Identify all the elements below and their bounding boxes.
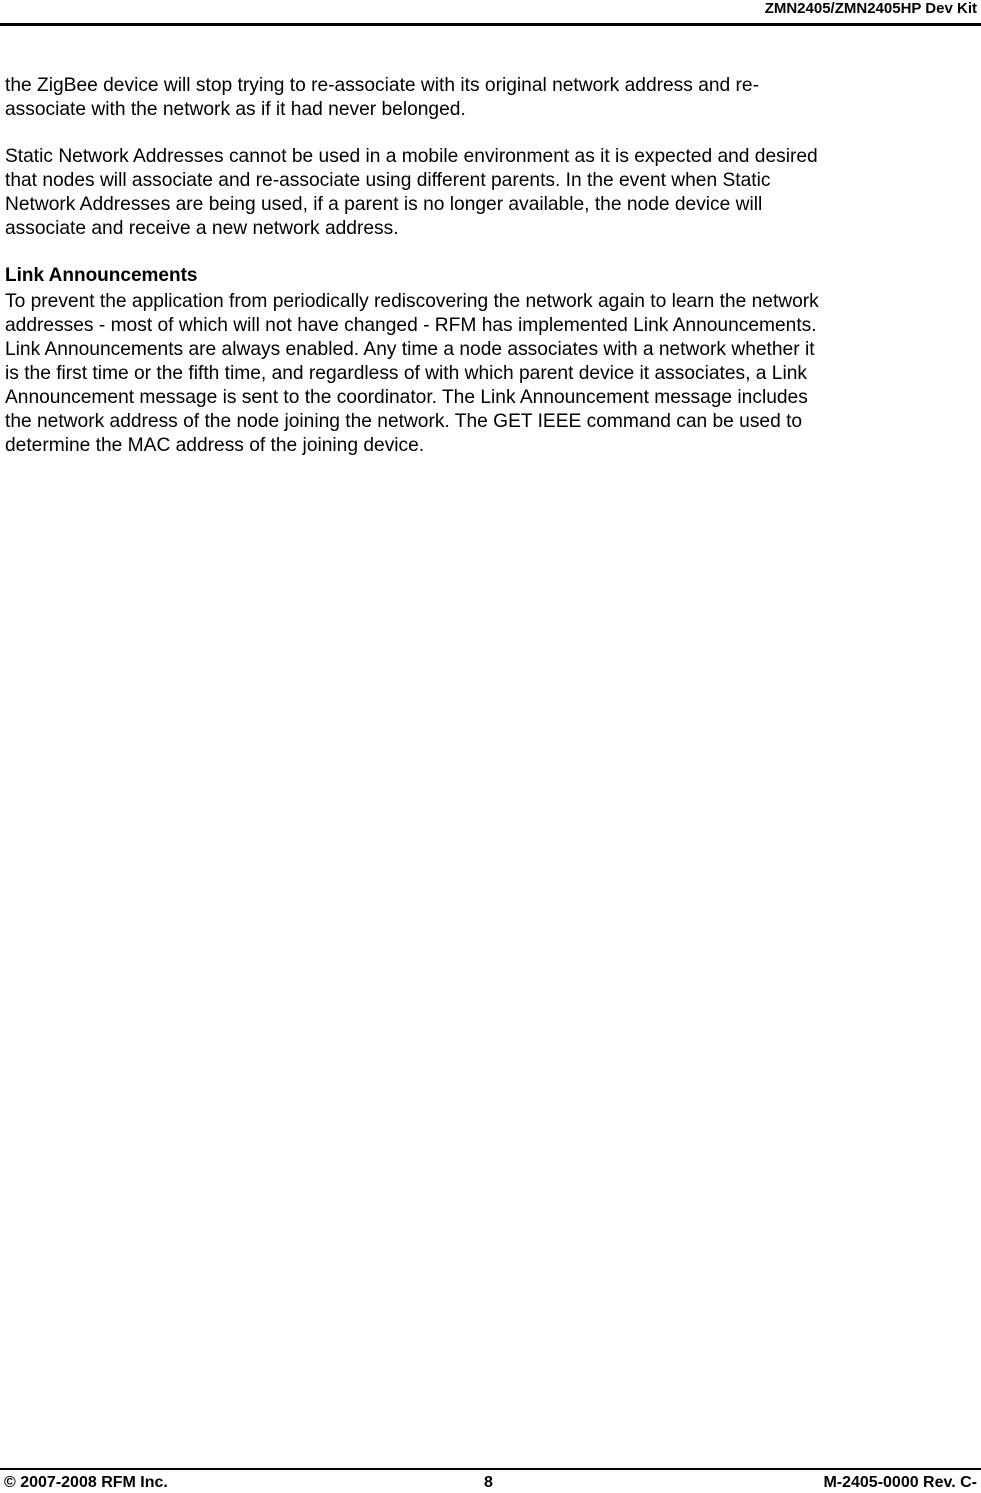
header-divider xyxy=(0,23,981,26)
text-line: Network Addresses are being used, if a parent is no longer available, the node device will xyxy=(5,194,763,215)
header-title: ZMN2405/ZMN2405HP Dev Kit xyxy=(764,0,977,17)
page-content xyxy=(5,74,977,481)
text-line: is the first time or the fifth time, and regardless of with which parent device it associates, a Link xyxy=(5,363,807,384)
footer-doc-id: M-2405-0000 Rev. C- xyxy=(823,1474,977,1491)
text-line: To prevent the application from periodically rediscovering the network again to learn the network xyxy=(5,291,819,312)
text-line: Announcement message is sent to the coordinator. The Link Announcement message includes xyxy=(5,387,808,408)
text-line: determine the MAC address of the joining device. xyxy=(5,435,425,456)
section-heading-link-announcements: Link Announcements xyxy=(5,265,198,286)
footer-divider xyxy=(0,1468,981,1470)
text-line: the ZigBee device will stop trying to re-associate with its original network address and re- xyxy=(5,75,759,96)
page-footer xyxy=(0,1474,981,1493)
text-line: associate with the network as if it had never belonged. xyxy=(5,99,466,120)
text-line: associate and receive a new network address. xyxy=(5,218,399,239)
text-line: the network address of the node joining the network. The GET IEEE command can be used to xyxy=(5,411,803,432)
text-line: that nodes will associate and re-associate using different parents. In the event when Static xyxy=(5,170,771,191)
text-line: Static Network Addresses cannot be used in a mobile environment as it is expected and desired xyxy=(5,146,818,167)
page-header xyxy=(0,0,981,28)
paragraph-reassociate xyxy=(5,74,977,122)
footer-page-number: 8 xyxy=(484,1474,493,1491)
text-line: Link Announcements are always enabled. Any time a node associates with a network whether it xyxy=(5,339,815,360)
paragraph-link-announcements xyxy=(5,290,977,458)
text-line: addresses - most of which will not have changed - RFM has implemented Link Announcements. xyxy=(5,315,817,336)
footer-copyright: © 2007-2008 RFM Inc. xyxy=(4,1474,168,1491)
paragraph-static-addresses xyxy=(5,145,977,241)
